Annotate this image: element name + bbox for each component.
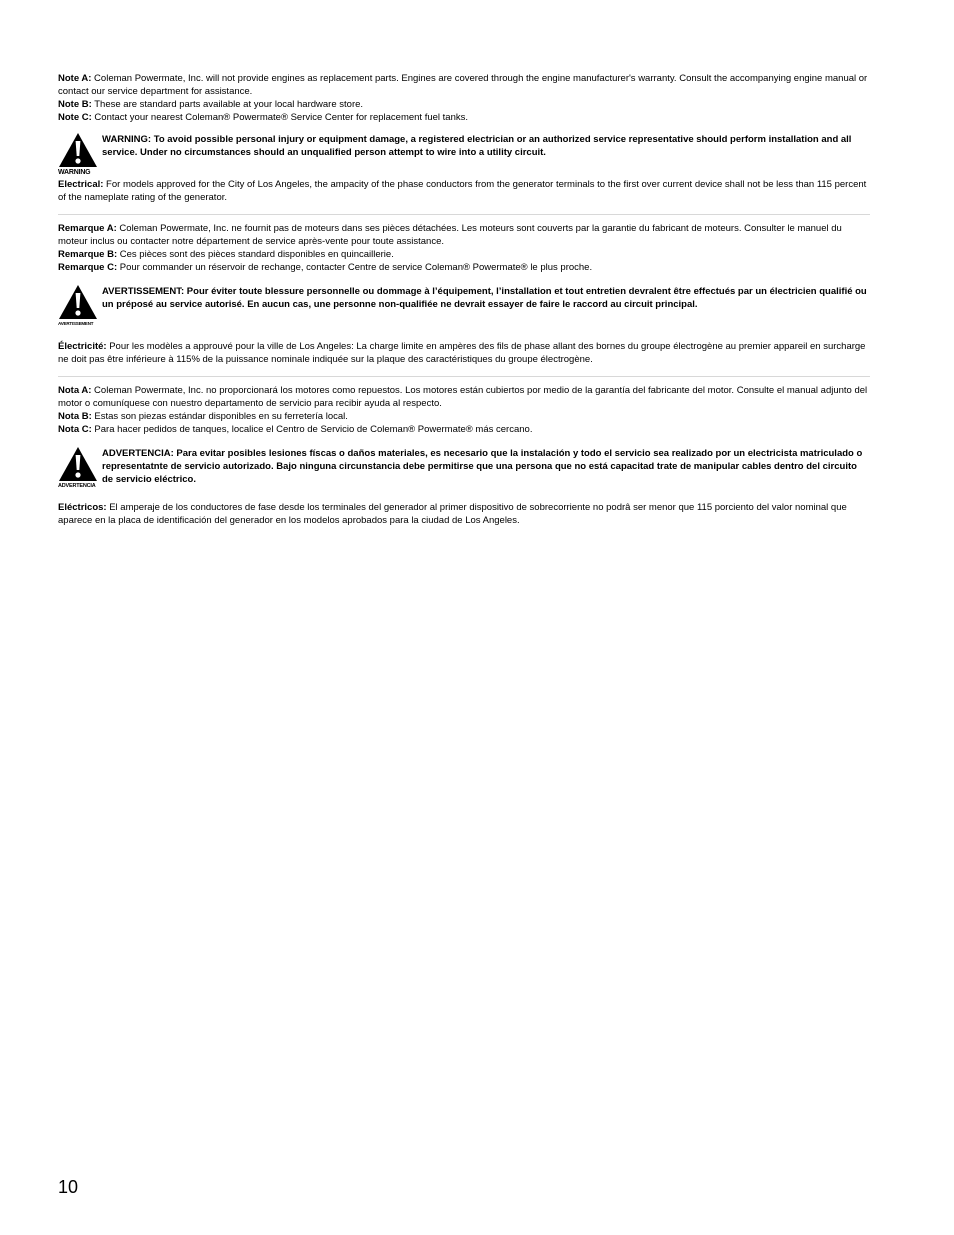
- warning-caption: ADVERTENCIA: [58, 483, 96, 489]
- electrical-note: Eléctricos: El amperaje de los conductores de fase desde los terminales del generador al primer dispositivo de sobrecorriente no podrâ ser menor que 115 porciento del valor nominal que aparece en la placa de identificación del generador en los modelos aprobados para la ciudad de Los Angeles.: [58, 502, 847, 526]
- warning-block: [58, 446, 870, 489]
- warning-text: AVERTISSEMENT: Pour éviter toute blessure personnelle ou dommage à l’équipement, l’installation et tout entretien devralent être effectués par un électricien qualifié ou un préposé au service autorisé. En aucun cas, une personne non-qualifiée ne devrait essayer de faire le raccord au circuit principal.: [102, 286, 867, 310]
- warning-caption: WARNING: [58, 169, 91, 176]
- note-a: Note A: Coleman Powermate, Inc. will not provide engines as replacement parts. Engines are covered through the engine manufacturer's warranty. Consult the accompanying engine manual or contact our service department for assistance.: [58, 73, 868, 97]
- warning-icon: [58, 132, 100, 176]
- section-divider: [58, 376, 870, 377]
- note-b: Nota B: Estas son piezas estándar disponibles en su ferretería local.: [58, 411, 348, 422]
- section-french: [58, 222, 870, 366]
- warning-icon: [58, 284, 100, 326]
- note-b: Note B: These are standard parts available at your local hardware store.: [58, 99, 364, 110]
- page-content: [58, 72, 870, 527]
- note-a: Nota A: Coleman Powermate, Inc. no proporcionará los motores como repuestos. Los motores están cubiertos por medio de la garantía del fabricante del motor. Consulte el manual adjunto del motor o comuníquese con nuestro departamento de servicio para recibir ayuda al respecto.: [58, 385, 868, 409]
- warning-block: [58, 132, 870, 176]
- section-english: [58, 72, 870, 204]
- electrical-note: Électricité: Pour les modèles a approuvé pour la ville de Los Angeles: La charge limite en ampères des fils de phase allant des bornes du groupe électrogène au premier appareil en surcharge ne doit pas être inférieure à 115% de la puissance nominale indiquée sur la plaque des caractéristiques du groupe électrogène.: [58, 341, 866, 365]
- electrical-note: Electrical: For models approved for the City of Los Angeles, the ampacity of the phase conductors from the generator terminals to the first over current device shall not be less than 115 percent of the nameplate rating of the generator.: [58, 179, 867, 203]
- page-number: 10: [58, 1177, 79, 1197]
- warning-caption: AVERTISSEMENT: [58, 321, 94, 326]
- note-b: Remarque B: Ces pièces sont des pièces standard disponibles en quincaillerie.: [58, 249, 394, 260]
- note-c: Nota C: Para hacer pedidos de tanques, localice el Centro de Servicio de Coleman® Powermate® más cercano.: [58, 424, 533, 435]
- note-c: Remarque C: Pour commander un réservoir de rechange, contacter Centre de service Coleman® Powermate® le plus proche.: [58, 262, 593, 273]
- warning-block: [58, 284, 870, 326]
- section-spanish: [58, 384, 870, 527]
- warning-text: WARNING: To avoid possible personal injury or equipment damage, a registered electrician or an authorized service representative should perform installation and all service. Under no circumstances should an unqualified person attempt to wire into a utility circuit.: [102, 134, 852, 158]
- warning-icon: [58, 446, 100, 489]
- warning-text: ADVERTENCIA: Para evitar posibles lesiones físcas o daños materiales, es necesario que la instalación y todo el servicio sea realizado por un electricista matriculado o representatnte de servicio autorizado. Bajo ninguna circunstancia debe permitirse que una persona que no está capacitad trate de manipular cables dentro del circuito de servicio eléctrico.: [102, 448, 863, 485]
- note-c: Note C: Contact your nearest Coleman® Powermate® Service Center for replacement fuel tanks.: [58, 112, 469, 123]
- note-a: Remarque A: Coleman Powermate, Inc. ne fournit pas de moteurs dans ses pièces détachées. Les moteurs sont couverts par la garantie du fabricant de moteurs. Consulter le manuel du moteur inclus ou contacter notre département de service après-vente pour toute assistance.: [58, 223, 842, 247]
- section-divider: [58, 214, 870, 215]
